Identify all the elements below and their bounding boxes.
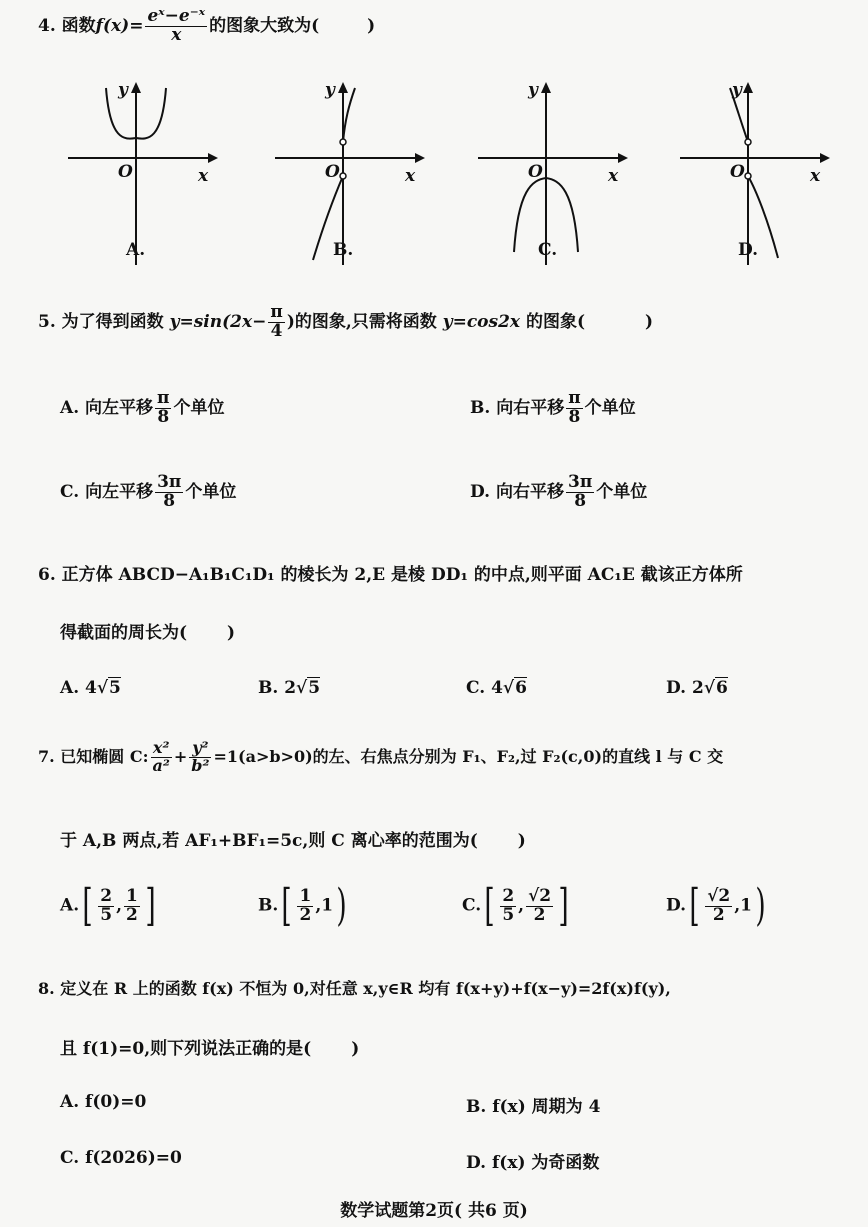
q7-d-label: D. <box>666 895 687 916</box>
graph-a-origin: O <box>118 162 133 182</box>
graph-a-x-label: x <box>198 166 209 186</box>
q8-line2-text: 且 f(1)=0,则下列说法正确的是( <box>60 1039 312 1059</box>
graph-c <box>478 80 628 270</box>
q7-option-d <box>666 880 769 931</box>
q7-x2: x² <box>151 740 172 758</box>
q7-c-label: C. <box>462 895 482 916</box>
q5-a-pre: A. 向左平移 <box>60 397 154 418</box>
q4-stem <box>38 8 375 45</box>
q6-option-d: D. 2√6 <box>666 678 728 698</box>
q7-c-n2: √2 <box>528 885 552 906</box>
q7-option-a: A.[ $\frac{2}{5}$ , $\frac{1}{2}$ ] <box>60 880 156 931</box>
q5-func2: y=cos2x <box>442 311 521 332</box>
q7-rest1: =1(a>b>0)的左、右焦点分别为 F₁、F₂,过 F₂(c,0)的直线 l 与 C 交 <box>213 746 724 766</box>
q4-fraction <box>145 8 207 45</box>
q4-suffix: 的图象大致为( <box>209 15 320 36</box>
q7-d-rbracket: ) <box>755 880 766 931</box>
q5-close: ) <box>645 311 654 332</box>
q7-b-label: B. <box>258 895 279 916</box>
q7-b-d1: 2 <box>299 904 312 925</box>
graph-d <box>680 80 830 270</box>
q5-a-post: 个单位 <box>173 397 225 418</box>
q7-a-d1: 5 <box>100 904 113 925</box>
graph-d-y-label: y <box>732 80 742 100</box>
q7-a-lbracket: [ <box>82 880 93 931</box>
q5-option-c <box>60 474 236 511</box>
q7-a-label: A. <box>60 895 80 916</box>
q5-func1: y=sin(2x− <box>169 311 267 332</box>
graph-a-y-label: y <box>118 80 128 100</box>
graph-b <box>275 80 425 270</box>
q8-option-c: C. f(2026)=0 <box>60 1148 182 1168</box>
q7-d-n1: √2 <box>707 885 731 906</box>
q7-c-d2: 2 <box>533 904 546 925</box>
q5-a-num: π <box>157 388 170 408</box>
q5-b-den: 8 <box>568 406 581 427</box>
q5-c-frac <box>155 474 183 511</box>
q7-frac-y <box>189 740 211 775</box>
q6-d-pre: D. 2 <box>666 678 704 698</box>
q7-line2-text: 于 A,B 两点,若 AF₁+BF₁=5c,则 C 离心率的范围为( <box>60 831 478 851</box>
q5-d-den: 8 <box>574 490 587 511</box>
q6-line1: 6. 正方体 ABCD−A₁B₁C₁D₁ 的棱长为 2,E 是棱 DD₁ 的中点,则平面 AC₁E 截该正方体所 <box>38 565 743 585</box>
q7-a-d2: 2 <box>126 904 138 925</box>
q4-prefix: 4. 函数 <box>38 15 96 36</box>
q6-line2 <box>60 618 235 643</box>
q5-a-frac <box>155 390 171 427</box>
q8-option-b: B. f(x) 周期为 4 <box>466 1097 601 1117</box>
q4-numerator: eˣ−e⁻ˣ <box>147 6 206 26</box>
q5-a-den: 8 <box>157 406 170 427</box>
q5-d-frac <box>566 474 594 511</box>
q8-option-a: A. f(0)=0 <box>60 1092 147 1112</box>
q4-equals: = <box>129 15 144 36</box>
q7-c-lbracket: [ <box>484 880 495 931</box>
q6-close: ) <box>227 623 236 643</box>
q5-d-pre: D. 向右平移 <box>470 481 564 502</box>
q6-b-pre: B. 2 <box>258 678 297 698</box>
q7-b-frac1 <box>297 885 313 925</box>
q4-function-name: f(x) <box>95 15 130 36</box>
graph-c-y-label: y <box>528 80 538 100</box>
q6-c-pre: C. 4 <box>466 678 503 698</box>
q7-a2: a² <box>152 755 170 775</box>
q7-a-n1: 2 <box>100 885 113 906</box>
q5-text3: 的图象( <box>525 311 586 332</box>
q5-pi-den: 4 <box>270 320 283 341</box>
q5-stem <box>38 304 653 341</box>
q7-c-n1: 2 <box>502 885 515 906</box>
q5-b-num: π <box>568 388 581 408</box>
graph-d-x-label: x <box>810 166 821 186</box>
q7-a-n2: 1 <box>126 885 138 906</box>
q4-close: ) <box>367 15 376 36</box>
q7-a-rbracket: ] <box>145 880 156 931</box>
q5-option-d <box>470 474 647 511</box>
q8-option-d: D. f(x) 为奇函数 <box>466 1153 600 1173</box>
q5-c-post: 个单位 <box>185 481 237 502</box>
q4-denominator: x <box>171 24 182 45</box>
q5-text2: )的图象,只需将函数 <box>286 311 437 332</box>
q7-b2: b² <box>191 755 210 775</box>
q6-option-c: C. 4√6 <box>466 678 527 698</box>
graph-c-x-label: x <box>608 166 619 186</box>
q6-a-pre: A. 4 <box>60 678 97 698</box>
q6-a-rad: 5 <box>109 678 121 698</box>
q7-b-rbracket: ) <box>336 880 347 931</box>
q7-option-c: C.[ $\frac{2}{5}$ , $\frac{√2}{2}$ ] <box>462 880 569 931</box>
q8-line1: 8. 定义在 R 上的函数 f(x) 不恒为 0,对任意 x,y∈R 均有 f(x+y)+f(x−y)=2f(x)f(y), <box>38 979 671 998</box>
graph-b-y-label: y <box>325 80 335 100</box>
graph-b-x-label: x <box>405 166 416 186</box>
q8-close: ) <box>351 1039 360 1059</box>
q6-line2-text: 得截面的周长为( <box>60 623 188 643</box>
graph-a <box>68 80 218 270</box>
graph-a-label: A. <box>126 240 146 260</box>
q7-b-lbracket: [ <box>281 880 293 931</box>
q7-a-frac1 <box>98 885 114 925</box>
q7-frac-x <box>151 740 172 775</box>
graph-b-origin: O <box>325 162 340 182</box>
q7-d-tail: ,1 <box>734 895 752 916</box>
q7-a-frac2 <box>124 885 140 925</box>
q7-c-frac2 <box>526 885 553 925</box>
q7-y2: y² <box>189 740 211 758</box>
q7-d-d1: 2 <box>712 904 725 925</box>
q7-pre: 7. 已知椭圆 C: <box>38 746 149 766</box>
q5-text1: 5. 为了得到函数 <box>38 311 164 332</box>
q7-line1 <box>38 740 723 775</box>
q7-b-n1: 1 <box>299 885 312 906</box>
q7-close: ) <box>517 831 526 851</box>
graph-c-origin: O <box>528 162 543 182</box>
q7-c-d1: 5 <box>502 904 515 925</box>
q7-d-lbracket: [ <box>689 880 700 931</box>
q6-option-b: B. 2√5 <box>258 678 321 698</box>
graph-d-label: D. <box>738 240 759 260</box>
q5-c-den: 8 <box>163 490 176 511</box>
q7-d-frac1 <box>705 885 732 925</box>
q5-pi-num: π <box>270 302 283 322</box>
q5-c-pre: C. 向左平移 <box>60 481 154 502</box>
page-footer: 数学试题第2页( 共6 页) <box>340 1201 528 1221</box>
q7-c-rbracket: ] <box>558 880 569 931</box>
q5-c-num: 3π <box>157 472 182 492</box>
graph-b-label: B. <box>333 240 354 260</box>
q7-c-frac1 <box>500 885 516 925</box>
graph-d-origin: O <box>730 162 745 182</box>
q5-option-b <box>470 390 636 427</box>
q6-b-rad: 5 <box>308 678 321 698</box>
q5-b-pre: B. 向右平移 <box>470 397 565 418</box>
q5-pi-fraction <box>268 304 284 341</box>
q5-b-post: 个单位 <box>584 397 636 418</box>
q7-option-b <box>258 880 350 931</box>
q6-d-rad: 6 <box>716 678 728 698</box>
q5-d-post: 个单位 <box>596 481 648 502</box>
q6-option-a: A. 4√5 <box>60 678 121 698</box>
q5-option-a <box>60 390 224 427</box>
q5-b-frac <box>566 390 582 427</box>
q5-d-num: 3π <box>567 472 593 492</box>
q7-line2 <box>60 826 526 851</box>
q6-c-rad: 6 <box>515 678 527 698</box>
q8-line2 <box>60 1034 359 1059</box>
q7-b-tail: ,1 <box>315 895 334 916</box>
graph-c-label: C. <box>538 240 558 260</box>
q7-plus: + <box>173 746 188 766</box>
